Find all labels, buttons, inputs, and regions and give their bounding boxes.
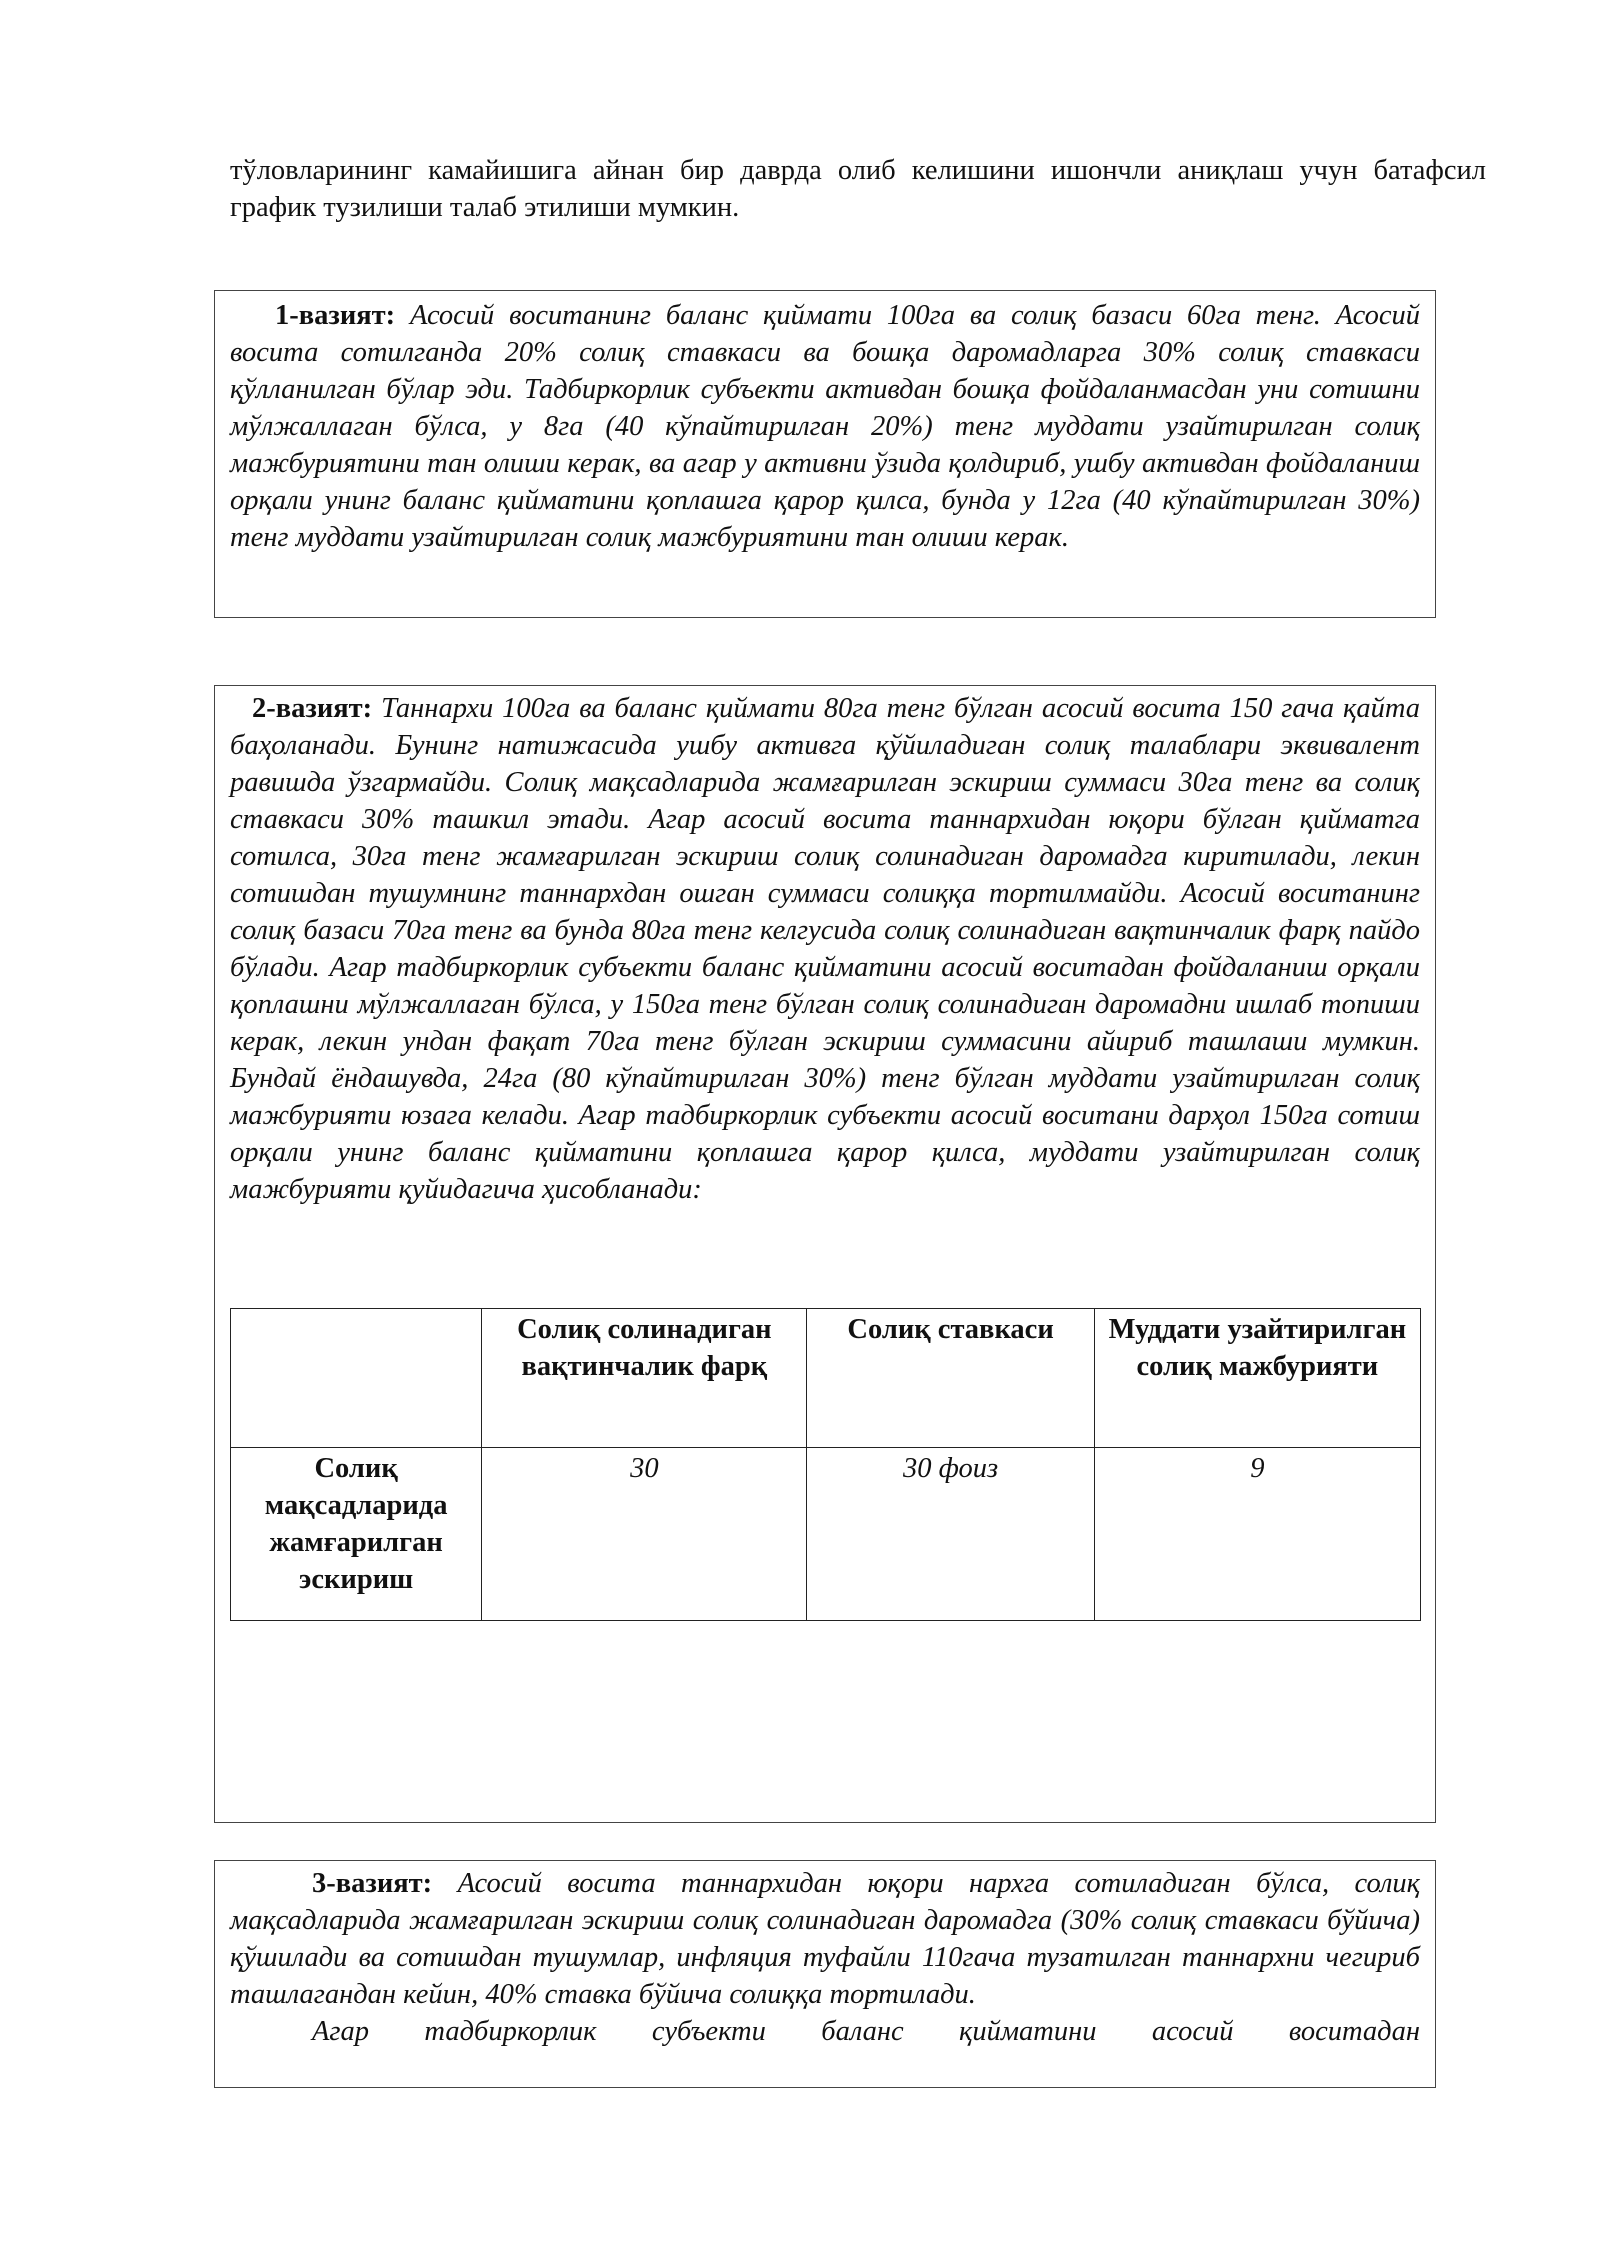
- case-3-label: 3-вазият:: [312, 1868, 433, 1899]
- case-1-paragraph: [230, 297, 1420, 556]
- case-2-paragraph: [230, 690, 1420, 1208]
- case-2-label: 2-вазият:: [252, 693, 373, 724]
- case-3-box: [214, 1860, 1436, 2088]
- case-3-paragraph: [230, 1865, 1420, 2013]
- table-cell-liability: 9: [1094, 1448, 1420, 1621]
- case-2-text: Таннархи 100га ва баланс қиймати 80га тенг бўлган асосий восита 150 гача қайта баҳоланади. Бунинг натижасида ушбу активга қўйиладиган солиқ талаблари эквивалент равишда ўзгармайди. Солиқ мақсадларида жамғарилган эскириш суммаси 30га тенг ва солиқ ставкаси 30% ташкил этади. Агар асосий восита таннархидан юқори бўлган қийматга сотилса, 30га тенг жамғарилган эскириш солиқ солинадиган даромадга киритилади, лекин сотишдан тушумнинг таннархдан ошган суммаси солиққа тортилмайди. Асосий воситанинг солиқ базаси 70га тенг ва бунда 80га тенг келгусида солиқ солинадиган вақтинчалик фарқ пайдо бўлади. Агар тадбиркорлик субъекти баланс қийматини асосий воситадан фойдаланиш орқали қоплашни мўлжаллаган бўлса, у 150га тенг бўлган солиқ солинадиган даромадни ишлаб топиши керак, лекин ундан фақат 70га тенг бўлган эскириш суммасини айириб ташлаши мумкин. Бундай ёндашувда, 24га (80 кўпайтирилган 30%) тенг бўлган муддати узайтирилган солиқ мажбурияти юзага келади. Агар тадбиркорлик субъекти асосий воситани дарҳол 150га сотиш орқали унинг баланс қийматини қоплашга қарор қилса, муддати узайтирилган солиқ мажбурияти қуйидагича ҳисобланади:: [230, 693, 1421, 1205]
- case-2-box: [214, 685, 1436, 1823]
- case-3-paragraph-2: [230, 2013, 1420, 2050]
- table-header-deferred-tax: Муддати узайтирилган солиқ мажбурияти: [1094, 1309, 1420, 1448]
- table-row: [231, 1448, 1421, 1621]
- table-header-tax-rate: Солиқ ставкаси: [807, 1309, 1094, 1448]
- table-header-empty: [231, 1309, 482, 1448]
- table-header-row: [231, 1309, 1421, 1448]
- case-1-text: Асосий воситанинг баланс қиймати 100га ва солиқ базаси 60га тенг. Асосий восита сотилганда 20% солиқ ставкаси ва бошқа даромадларга 30% солиқ ставкаси қўлланилган бўлар эди. Тадбиркорлик субъекти активдан бошқа фойдаланмасдан уни сотишни мўлжаллаган бўлса, у 8га (40 кўпайтирилган 20%) тенг муддати узайтирилган солиқ мажбуриятини тан олиши керак, ва агар у активни ўзида қолдириб, ушбу активдан фойдаланиш орқали унинг баланс қийматини қоплашга қарор қилса, бунда у 12га (40 кўпайтирилган 30%) тенг муддати узайтирилган солиқ мажбуриятини тан олиши керак.: [230, 300, 1420, 553]
- table-cell-rate: 30 фоиз: [807, 1448, 1094, 1621]
- intro-paragraph: тўловларининг камайишига айнан бир даврда олиб келишини ишончли аниқлаш учун батафсил график тузилиши талаб этилиши мумкин.: [230, 155, 1486, 223]
- table-cell-difference: 30: [482, 1448, 807, 1621]
- case-1-label: 1-вазият:: [275, 300, 396, 331]
- case-3-text-2: Агар тадбиркорлик субъекти баланс қийматини асосий воситадан: [312, 2016, 1420, 2047]
- deferred-tax-table: [230, 1308, 1421, 1621]
- case-3-text: Асосий восита таннархидан юқори нархга сотиладиган бўлса, солиқ мақсадларида жамғарилган эскириш солиқ солинадиган даромадга (30% солиқ ставкаси бўйича) қўшилади ва сотишдан тушумлар, инфляция туфайли 110гача тузатилган таннархни чегириб ташлагандан кейин, 40% ставка бўйича солиққа тортилади.: [230, 1868, 1420, 2010]
- case-1-box: [214, 290, 1436, 618]
- case-3-content: [230, 1865, 1420, 2050]
- table-row-label: Солиқ мақсадларида жамғарилган эскириш: [231, 1448, 482, 1621]
- table-header-temporary-difference: Солиқ солинадиган вақтинчалик фарқ: [482, 1309, 807, 1448]
